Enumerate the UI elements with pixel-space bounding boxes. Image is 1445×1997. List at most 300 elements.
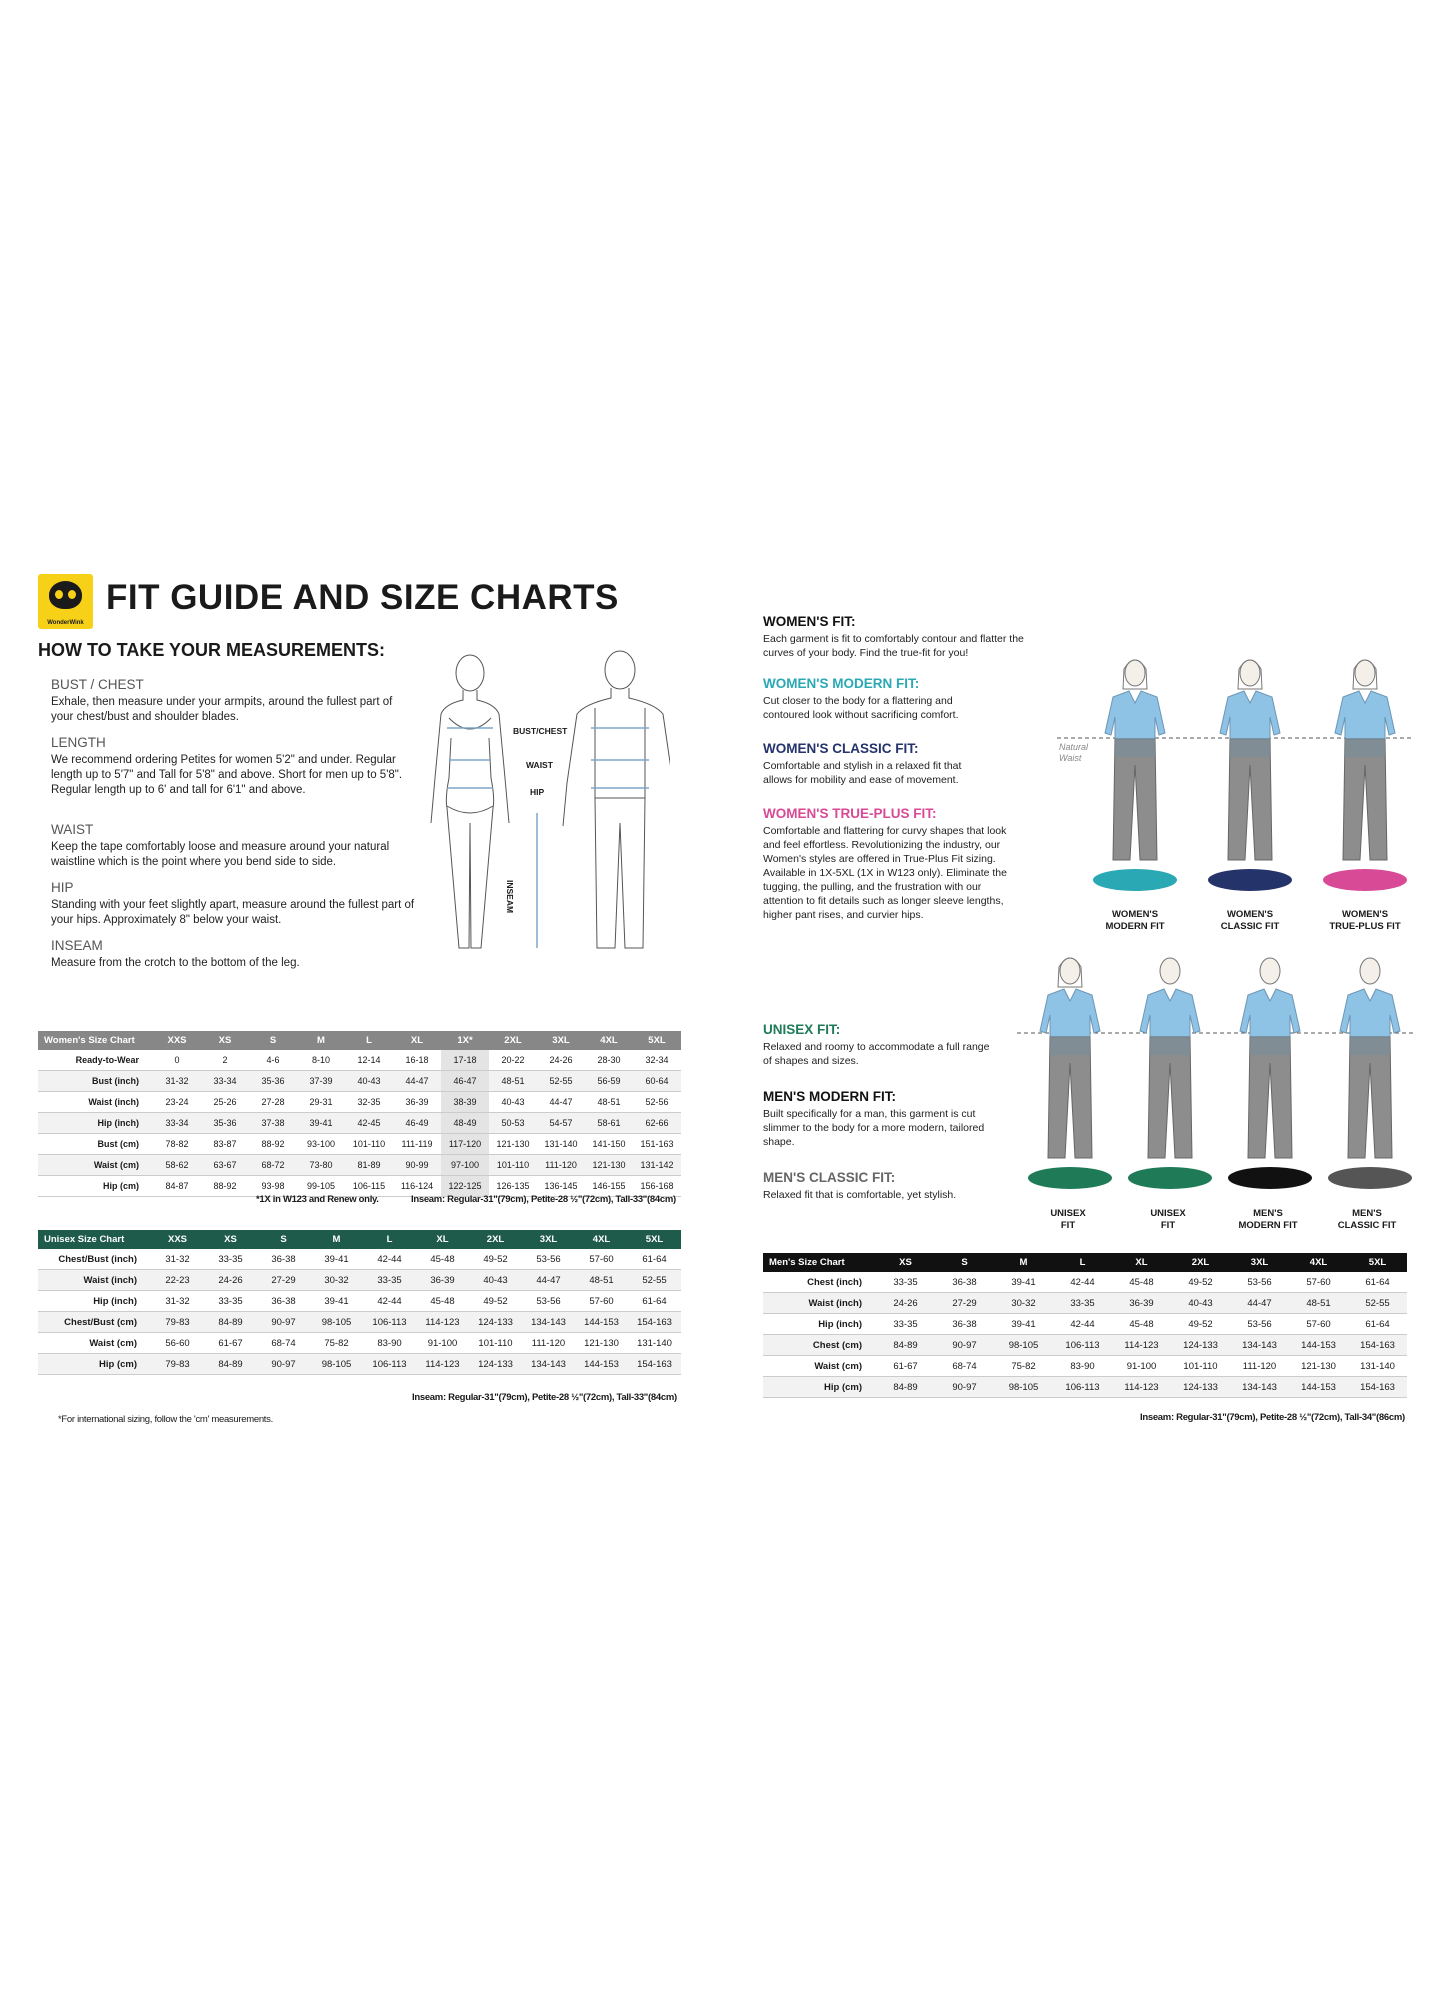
table-cell: 35-36 [249, 1071, 297, 1092]
table-row [38, 1134, 681, 1155]
head [1160, 958, 1180, 984]
table-cell: 90-99 [393, 1155, 441, 1176]
table-cell: 91-100 [1112, 1356, 1171, 1377]
fit-womens-classic [763, 741, 993, 787]
table-cell: 52-55 [537, 1071, 585, 1092]
table-cell: 57-60 [1289, 1272, 1348, 1293]
table-cell: 45-48 [416, 1291, 469, 1312]
scrub-pants [1148, 1037, 1192, 1158]
table-cell: 111-120 [537, 1155, 585, 1176]
fit-title: WOMEN'S FIT: [763, 614, 856, 629]
table-cell: 31-32 [151, 1249, 204, 1270]
table-cell: 36-38 [257, 1249, 310, 1270]
table-cell: 42-44 [1053, 1272, 1112, 1293]
fit-text: Comfortable and stylish in a relaxed fit that allows for mobility and ease of movement. [763, 760, 962, 786]
table-cell: 75-82 [994, 1356, 1053, 1377]
table-row [763, 1335, 1407, 1356]
measure-title: LENGTH [51, 735, 106, 750]
measure-hip [51, 880, 416, 928]
table-cell: 84-89 [876, 1377, 935, 1398]
table-row [38, 1113, 681, 1134]
table-cell: 52-55 [1348, 1293, 1407, 1314]
column-header: S [257, 1230, 310, 1249]
column-header: 5XL [633, 1031, 681, 1050]
table-cell: 33-35 [876, 1272, 935, 1293]
table-cell: 48-51 [489, 1071, 537, 1092]
table-cell: 61-64 [628, 1291, 681, 1312]
measure-bust [51, 677, 416, 725]
column-header: S [935, 1253, 994, 1272]
table-cell: 52-55 [628, 1270, 681, 1291]
table-cell: 29-31 [297, 1092, 345, 1113]
table-cell: 30-32 [994, 1293, 1053, 1314]
table-cell: 114-123 [416, 1354, 469, 1375]
column-header: 4XL [575, 1230, 628, 1249]
table-cell: 49-52 [469, 1249, 522, 1270]
table-cell: 114-123 [1112, 1335, 1171, 1356]
table-cell: 131-142 [633, 1155, 681, 1176]
table-cell: 73-80 [297, 1155, 345, 1176]
figure-label-womens-modern [1090, 909, 1180, 933]
waistband [1350, 1037, 1390, 1055]
table-cell: 134-143 [522, 1312, 575, 1333]
international-sizing-note: *For international sizing, follow the 'cm' measurements. [58, 1414, 273, 1425]
table-row [38, 1354, 681, 1375]
table-cell: 68-72 [249, 1155, 297, 1176]
table-cell: 106-113 [1053, 1377, 1112, 1398]
table-cell: 88-92 [249, 1134, 297, 1155]
table-cell: 83-90 [363, 1333, 416, 1354]
table-cell: 45-48 [1112, 1314, 1171, 1335]
measure-title: HIP [51, 880, 74, 895]
table-cell: 101-110 [489, 1155, 537, 1176]
table-cell: 88-92 [201, 1176, 249, 1197]
table-cell: 101-110 [469, 1333, 522, 1354]
diagram-label-hip: HIP [530, 787, 545, 797]
table-cell: 33-35 [876, 1314, 935, 1335]
table-cell: 83-87 [201, 1134, 249, 1155]
figure-men-0 [1028, 958, 1112, 1189]
table-cell: 24-26 [876, 1293, 935, 1314]
platform-disc [1328, 1167, 1412, 1189]
table-row [38, 1071, 681, 1092]
table-cell: 4-6 [249, 1050, 297, 1071]
table-row [38, 1312, 681, 1333]
table-row [763, 1356, 1407, 1377]
diagram-label-waist: WAIST [526, 760, 553, 770]
table-cell: 131-140 [1348, 1356, 1407, 1377]
table-row [38, 1092, 681, 1113]
table-cell: 45-48 [416, 1249, 469, 1270]
table-cell: 83-90 [1053, 1356, 1112, 1377]
table-cell: 39-41 [994, 1272, 1053, 1293]
table-cell: 24-26 [204, 1270, 257, 1291]
fit-title: WOMEN'S CLASSIC FIT: [763, 741, 919, 756]
row-label: Bust (inch) [38, 1071, 153, 1092]
label-line: WOMEN'S [1341, 909, 1389, 920]
waistband [1345, 739, 1385, 757]
table-cell: 154-163 [1348, 1377, 1407, 1398]
table-cell: 122-125 [441, 1176, 489, 1197]
table-cell: 97-100 [441, 1155, 489, 1176]
diagram-label-bust: BUST/CHEST [513, 726, 568, 736]
table-cell: 8-10 [297, 1050, 345, 1071]
table-cell: 124-133 [469, 1354, 522, 1375]
row-label: Hip (inch) [38, 1291, 151, 1312]
table-cell: 12-14 [345, 1050, 393, 1071]
table-cell: 101-110 [345, 1134, 393, 1155]
table-cell: 151-163 [633, 1134, 681, 1155]
table-cell: 75-82 [310, 1333, 363, 1354]
table-cell: 111-119 [393, 1134, 441, 1155]
scrub-top [1335, 691, 1395, 743]
table-cell: 121-130 [1289, 1356, 1348, 1377]
table-cell: 61-67 [204, 1333, 257, 1354]
scrub-pants [1348, 1037, 1392, 1158]
table-cell: 106-113 [363, 1354, 416, 1375]
table-cell: 131-140 [628, 1333, 681, 1354]
column-header: L [345, 1031, 393, 1050]
table-cell: 27-29 [257, 1270, 310, 1291]
measure-length [51, 735, 416, 798]
row-label: Bust (cm) [38, 1134, 153, 1155]
row-label: Hip (cm) [38, 1176, 153, 1197]
label-line: MEN'S [1352, 1208, 1382, 1219]
table-cell: 116-124 [393, 1176, 441, 1197]
row-label: Hip (inch) [763, 1314, 876, 1335]
table-cell: 124-133 [1171, 1335, 1230, 1356]
column-header: 1X* [441, 1031, 489, 1050]
table-cell: 56-59 [585, 1071, 633, 1092]
head [1360, 958, 1380, 984]
table-cell: 154-163 [628, 1354, 681, 1375]
label-line: MEN'S [1253, 1208, 1283, 1219]
table-cell: 121-130 [489, 1134, 537, 1155]
table-cell: 58-61 [585, 1113, 633, 1134]
measure-text: Keep the tape comfortably loose and measure around your natural waistline which is the point where you bend side to side. [51, 841, 390, 868]
table-cell: 40-43 [489, 1092, 537, 1113]
table-cell: 27-28 [249, 1092, 297, 1113]
row-label: Waist (inch) [763, 1293, 876, 1314]
scrub-pants [1048, 1037, 1092, 1158]
table-cell: 36-38 [935, 1314, 994, 1335]
fit-womens-modern [763, 676, 993, 722]
table-cell: 22-23 [151, 1270, 204, 1291]
row-label: Waist (cm) [763, 1356, 876, 1377]
column-header: 4XL [1289, 1253, 1348, 1272]
table-cell: 16-18 [393, 1050, 441, 1071]
table-cell: 23-24 [153, 1092, 201, 1113]
scrub-pants [1113, 739, 1157, 860]
table-cell: 33-35 [363, 1270, 416, 1291]
table-cell: 79-83 [151, 1354, 204, 1375]
natural-waist-line1: Natural [1059, 742, 1089, 752]
figure-men-3 [1328, 958, 1412, 1189]
table-cell: 98-105 [994, 1335, 1053, 1356]
fit-text: Each garment is fit to comfortably contour and flatter the curves of your body. Find the true-fit for you! [763, 633, 1024, 659]
label-line: FIT [1060, 1220, 1076, 1231]
table-cell: 48-51 [585, 1092, 633, 1113]
table-cell: 33-35 [204, 1249, 257, 1270]
page-title: FIT GUIDE AND SIZE CHARTS [106, 578, 619, 617]
column-header: 5XL [628, 1230, 681, 1249]
measure-title: BUST / CHEST [51, 677, 144, 692]
platform-disc [1028, 1167, 1112, 1189]
column-header: M [310, 1230, 363, 1249]
column-header: XL [416, 1230, 469, 1249]
table-cell: 121-130 [575, 1333, 628, 1354]
table-cell: 106-115 [345, 1176, 393, 1197]
table-cell: 39-41 [994, 1314, 1053, 1335]
table-cell: 121-130 [585, 1155, 633, 1176]
fit-text: Relaxed and roomy to accommodate a full range of shapes and sizes. [763, 1041, 990, 1067]
fit-title: WOMEN'S MODERN FIT: [763, 676, 920, 691]
table-cell: 79-83 [151, 1312, 204, 1333]
chart-title: Men's Size Chart [763, 1253, 876, 1272]
table-cell: 141-150 [585, 1134, 633, 1155]
table-cell: 114-123 [416, 1312, 469, 1333]
table-cell: 0 [153, 1050, 201, 1071]
figure-label-unisex-1 [1023, 1208, 1113, 1232]
table-cell: 124-133 [1171, 1377, 1230, 1398]
chart-title: Women's Size Chart [38, 1031, 153, 1050]
head [1260, 958, 1280, 984]
table-cell: 93-98 [249, 1176, 297, 1197]
row-label: Chest/Bust (cm) [38, 1312, 151, 1333]
measure-title: WAIST [51, 822, 94, 837]
figure-label-mens-modern [1223, 1208, 1313, 1232]
table-cell: 98-105 [310, 1354, 363, 1375]
table-cell: 84-87 [153, 1176, 201, 1197]
table-cell: 91-100 [416, 1333, 469, 1354]
table-cell: 49-52 [1171, 1272, 1230, 1293]
measure-text: We recommend ordering Petites for women 5'2" and under. Regular length up to 5'7" and Tall for 5'8" and above. Short for men up to 5'8". Regular length up to 6' and tall for 6'1" and above. [51, 754, 403, 796]
fit-text: Comfortable and flattering for curvy shapes that look and feel effortless. Revolutionizing the industry, our Women's styles are offered in True-Plus Fit sizing. Available in 1X-5XL (1X in W123 only). Eliminate the tugging, the pulling, and the frustration with our attention to fit details such as longer sleeve lengths, higher pant rises, and curvier hips. [763, 825, 1007, 921]
table-cell: 42-44 [1053, 1314, 1112, 1335]
table-cell: 84-89 [876, 1335, 935, 1356]
waistband [1250, 1037, 1290, 1055]
row-label: Waist (inch) [38, 1092, 153, 1113]
measure-waist [51, 822, 416, 870]
table-cell: 33-34 [201, 1071, 249, 1092]
table-cell: 33-34 [153, 1113, 201, 1134]
table-cell: 144-153 [1289, 1377, 1348, 1398]
table-cell: 40-43 [345, 1071, 393, 1092]
column-header: 2XL [1171, 1253, 1230, 1272]
table-cell: 53-56 [522, 1291, 575, 1312]
natural-waist-label [1059, 742, 1088, 764]
table-cell: 84-89 [204, 1312, 257, 1333]
table-cell: 39-41 [310, 1291, 363, 1312]
unisex-size-chart [38, 1230, 681, 1375]
table-cell: 134-143 [1230, 1377, 1289, 1398]
mens-fit-figures [1015, 953, 1415, 1198]
table-cell: 40-43 [469, 1270, 522, 1291]
table-cell: 48-51 [1289, 1293, 1348, 1314]
table-cell: 42-44 [363, 1291, 416, 1312]
scrub-pants [1228, 739, 1272, 860]
table-cell: 58-62 [153, 1155, 201, 1176]
column-header: XXS [153, 1031, 201, 1050]
table-cell: 90-97 [935, 1377, 994, 1398]
table-cell: 136-145 [537, 1176, 585, 1197]
table-cell: 144-153 [1289, 1335, 1348, 1356]
fit-mens-modern [763, 1089, 1003, 1149]
scrub-top [1140, 989, 1200, 1041]
table-cell: 20-22 [489, 1050, 537, 1071]
table-cell: 134-143 [522, 1354, 575, 1375]
table-row [38, 1155, 681, 1176]
column-header: XS [876, 1253, 935, 1272]
fit-womens-true-plus [763, 806, 1008, 922]
table-row [763, 1272, 1407, 1293]
table-cell: 32-34 [633, 1050, 681, 1071]
table-cell: 60-64 [633, 1071, 681, 1092]
table-cell: 38-39 [441, 1092, 489, 1113]
column-header: L [1053, 1253, 1112, 1272]
table-cell: 131-140 [537, 1134, 585, 1155]
column-header: XS [201, 1031, 249, 1050]
table-cell: 98-105 [994, 1377, 1053, 1398]
figure-label-unisex-2 [1123, 1208, 1213, 1232]
table-row [763, 1293, 1407, 1314]
table-cell: 81-89 [345, 1155, 393, 1176]
table-cell: 68-74 [257, 1333, 310, 1354]
column-header: S [249, 1031, 297, 1050]
column-header: XL [1112, 1253, 1171, 1272]
figure-label-mens-classic [1322, 1208, 1412, 1232]
table-cell: 54-57 [537, 1113, 585, 1134]
column-header: L [363, 1230, 416, 1249]
table-cell: 111-120 [522, 1333, 575, 1354]
column-header: XS [204, 1230, 257, 1249]
figure-men-1 [1128, 958, 1212, 1189]
label-line: CLASSIC FIT [1220, 921, 1280, 932]
unisex-inseam-note: Inseam: Regular-31"(79cm), Petite-28 ½"(72cm), Tall-33"(84cm) [412, 1392, 677, 1403]
table-cell: 124-133 [469, 1312, 522, 1333]
fit-text: Cut closer to the body for a flattering and contoured look without sacrificing comfort. [763, 695, 959, 721]
table-row [38, 1270, 681, 1291]
table-cell: 93-100 [297, 1134, 345, 1155]
table-cell: 126-135 [489, 1176, 537, 1197]
row-label: Chest (cm) [763, 1335, 876, 1356]
table-row [763, 1377, 1407, 1398]
table-cell: 57-60 [575, 1249, 628, 1270]
table-cell: 144-153 [575, 1354, 628, 1375]
fit-text: Built specifically for a man, this garment is cut slimmer to the body for a more modern, tailored shape. [763, 1108, 985, 1148]
fit-title: MEN'S MODERN FIT: [763, 1089, 896, 1104]
figure-label-womens-classic [1205, 909, 1295, 933]
table-cell: 33-35 [204, 1291, 257, 1312]
table-cell: 40-43 [1171, 1293, 1230, 1314]
table-cell: 84-89 [204, 1354, 257, 1375]
table-cell: 117-120 [441, 1134, 489, 1155]
column-header: 3XL [537, 1031, 585, 1050]
table-cell: 98-105 [310, 1312, 363, 1333]
table-cell: 17-18 [441, 1050, 489, 1071]
table-cell: 31-32 [153, 1071, 201, 1092]
table-cell: 48-49 [441, 1113, 489, 1134]
label-line: WOMEN'S [1111, 909, 1159, 920]
table-cell: 57-60 [1289, 1314, 1348, 1335]
measure-inseam [51, 938, 416, 971]
table-cell: 49-52 [1171, 1314, 1230, 1335]
table-cell: 48-51 [575, 1270, 628, 1291]
table-row [763, 1314, 1407, 1335]
table-cell: 36-39 [416, 1270, 469, 1291]
wonderwink-logo [38, 574, 93, 629]
measure-text: Exhale, then measure under your armpits, around the fullest part of your chest/bust and shoulder blades. [51, 696, 393, 723]
scrub-pants [1248, 1037, 1292, 1158]
table-cell: 61-64 [1348, 1272, 1407, 1293]
natural-waist-line2: Waist [1059, 753, 1082, 763]
table-cell: 90-97 [257, 1312, 310, 1333]
table-cell: 25-26 [201, 1092, 249, 1113]
label-line: UNISEX [1150, 1208, 1186, 1219]
column-header: 5XL [1348, 1253, 1407, 1272]
table-cell: 44-47 [1230, 1293, 1289, 1314]
table-cell: 32-35 [345, 1092, 393, 1113]
fit-title: UNISEX FIT: [763, 1022, 841, 1037]
table-cell: 36-38 [935, 1272, 994, 1293]
table-cell: 53-56 [1230, 1314, 1289, 1335]
figure-women-0 [1093, 660, 1177, 891]
column-header: M [994, 1253, 1053, 1272]
body-measurement-diagram [425, 648, 670, 960]
table-cell: 134-143 [1230, 1335, 1289, 1356]
row-label: Hip (cm) [763, 1377, 876, 1398]
figure-men-2 [1228, 958, 1312, 1189]
table-cell: 2 [201, 1050, 249, 1071]
womens-inseam-note: Inseam: Regular-31"(79cm), Petite-28 ½"(72cm), Tall-33"(84cm) [411, 1194, 676, 1205]
table-cell: 101-110 [1171, 1356, 1230, 1377]
label-line: TRUE-PLUS FIT [1329, 921, 1401, 932]
label-line: MODERN FIT [1238, 1220, 1298, 1231]
fit-text: Relaxed fit that is comfortable, yet stylish. [763, 1189, 957, 1201]
platform-disc [1093, 869, 1177, 891]
mens-inseam-note: Inseam: Regular-31"(79cm), Petite-28 ½"(72cm), Tall-34"(86cm) [1140, 1412, 1405, 1423]
table-cell: 57-60 [575, 1291, 628, 1312]
fit-title: MEN'S CLASSIC FIT: [763, 1170, 896, 1185]
table-cell: 28-30 [585, 1050, 633, 1071]
label-line: WOMEN'S [1226, 909, 1274, 920]
waistband [1115, 739, 1155, 757]
womens-size-chart [38, 1031, 681, 1197]
fit-womens [763, 614, 1053, 660]
table-row [38, 1291, 681, 1312]
table-cell: 53-56 [522, 1249, 575, 1270]
table-cell: 106-113 [363, 1312, 416, 1333]
row-label: Waist (cm) [38, 1333, 151, 1354]
table-cell: 46-49 [393, 1113, 441, 1134]
table-cell: 62-66 [633, 1113, 681, 1134]
table-cell: 63-67 [201, 1155, 249, 1176]
table-cell: 27-29 [935, 1293, 994, 1314]
table-cell: 68-74 [935, 1356, 994, 1377]
waistband [1230, 739, 1270, 757]
mens-size-chart [763, 1253, 1407, 1398]
column-header: 2XL [489, 1031, 537, 1050]
table-cell: 53-56 [1230, 1272, 1289, 1293]
table-cell: 36-38 [257, 1291, 310, 1312]
table-cell: 52-56 [633, 1092, 681, 1113]
womens-fit-figures [1055, 655, 1415, 900]
table-cell: 50-53 [489, 1113, 537, 1134]
row-label: Hip (cm) [38, 1354, 151, 1375]
chart-title: Unisex Size Chart [38, 1230, 151, 1249]
waistband [1150, 1037, 1190, 1055]
table-cell: 99-105 [297, 1176, 345, 1197]
